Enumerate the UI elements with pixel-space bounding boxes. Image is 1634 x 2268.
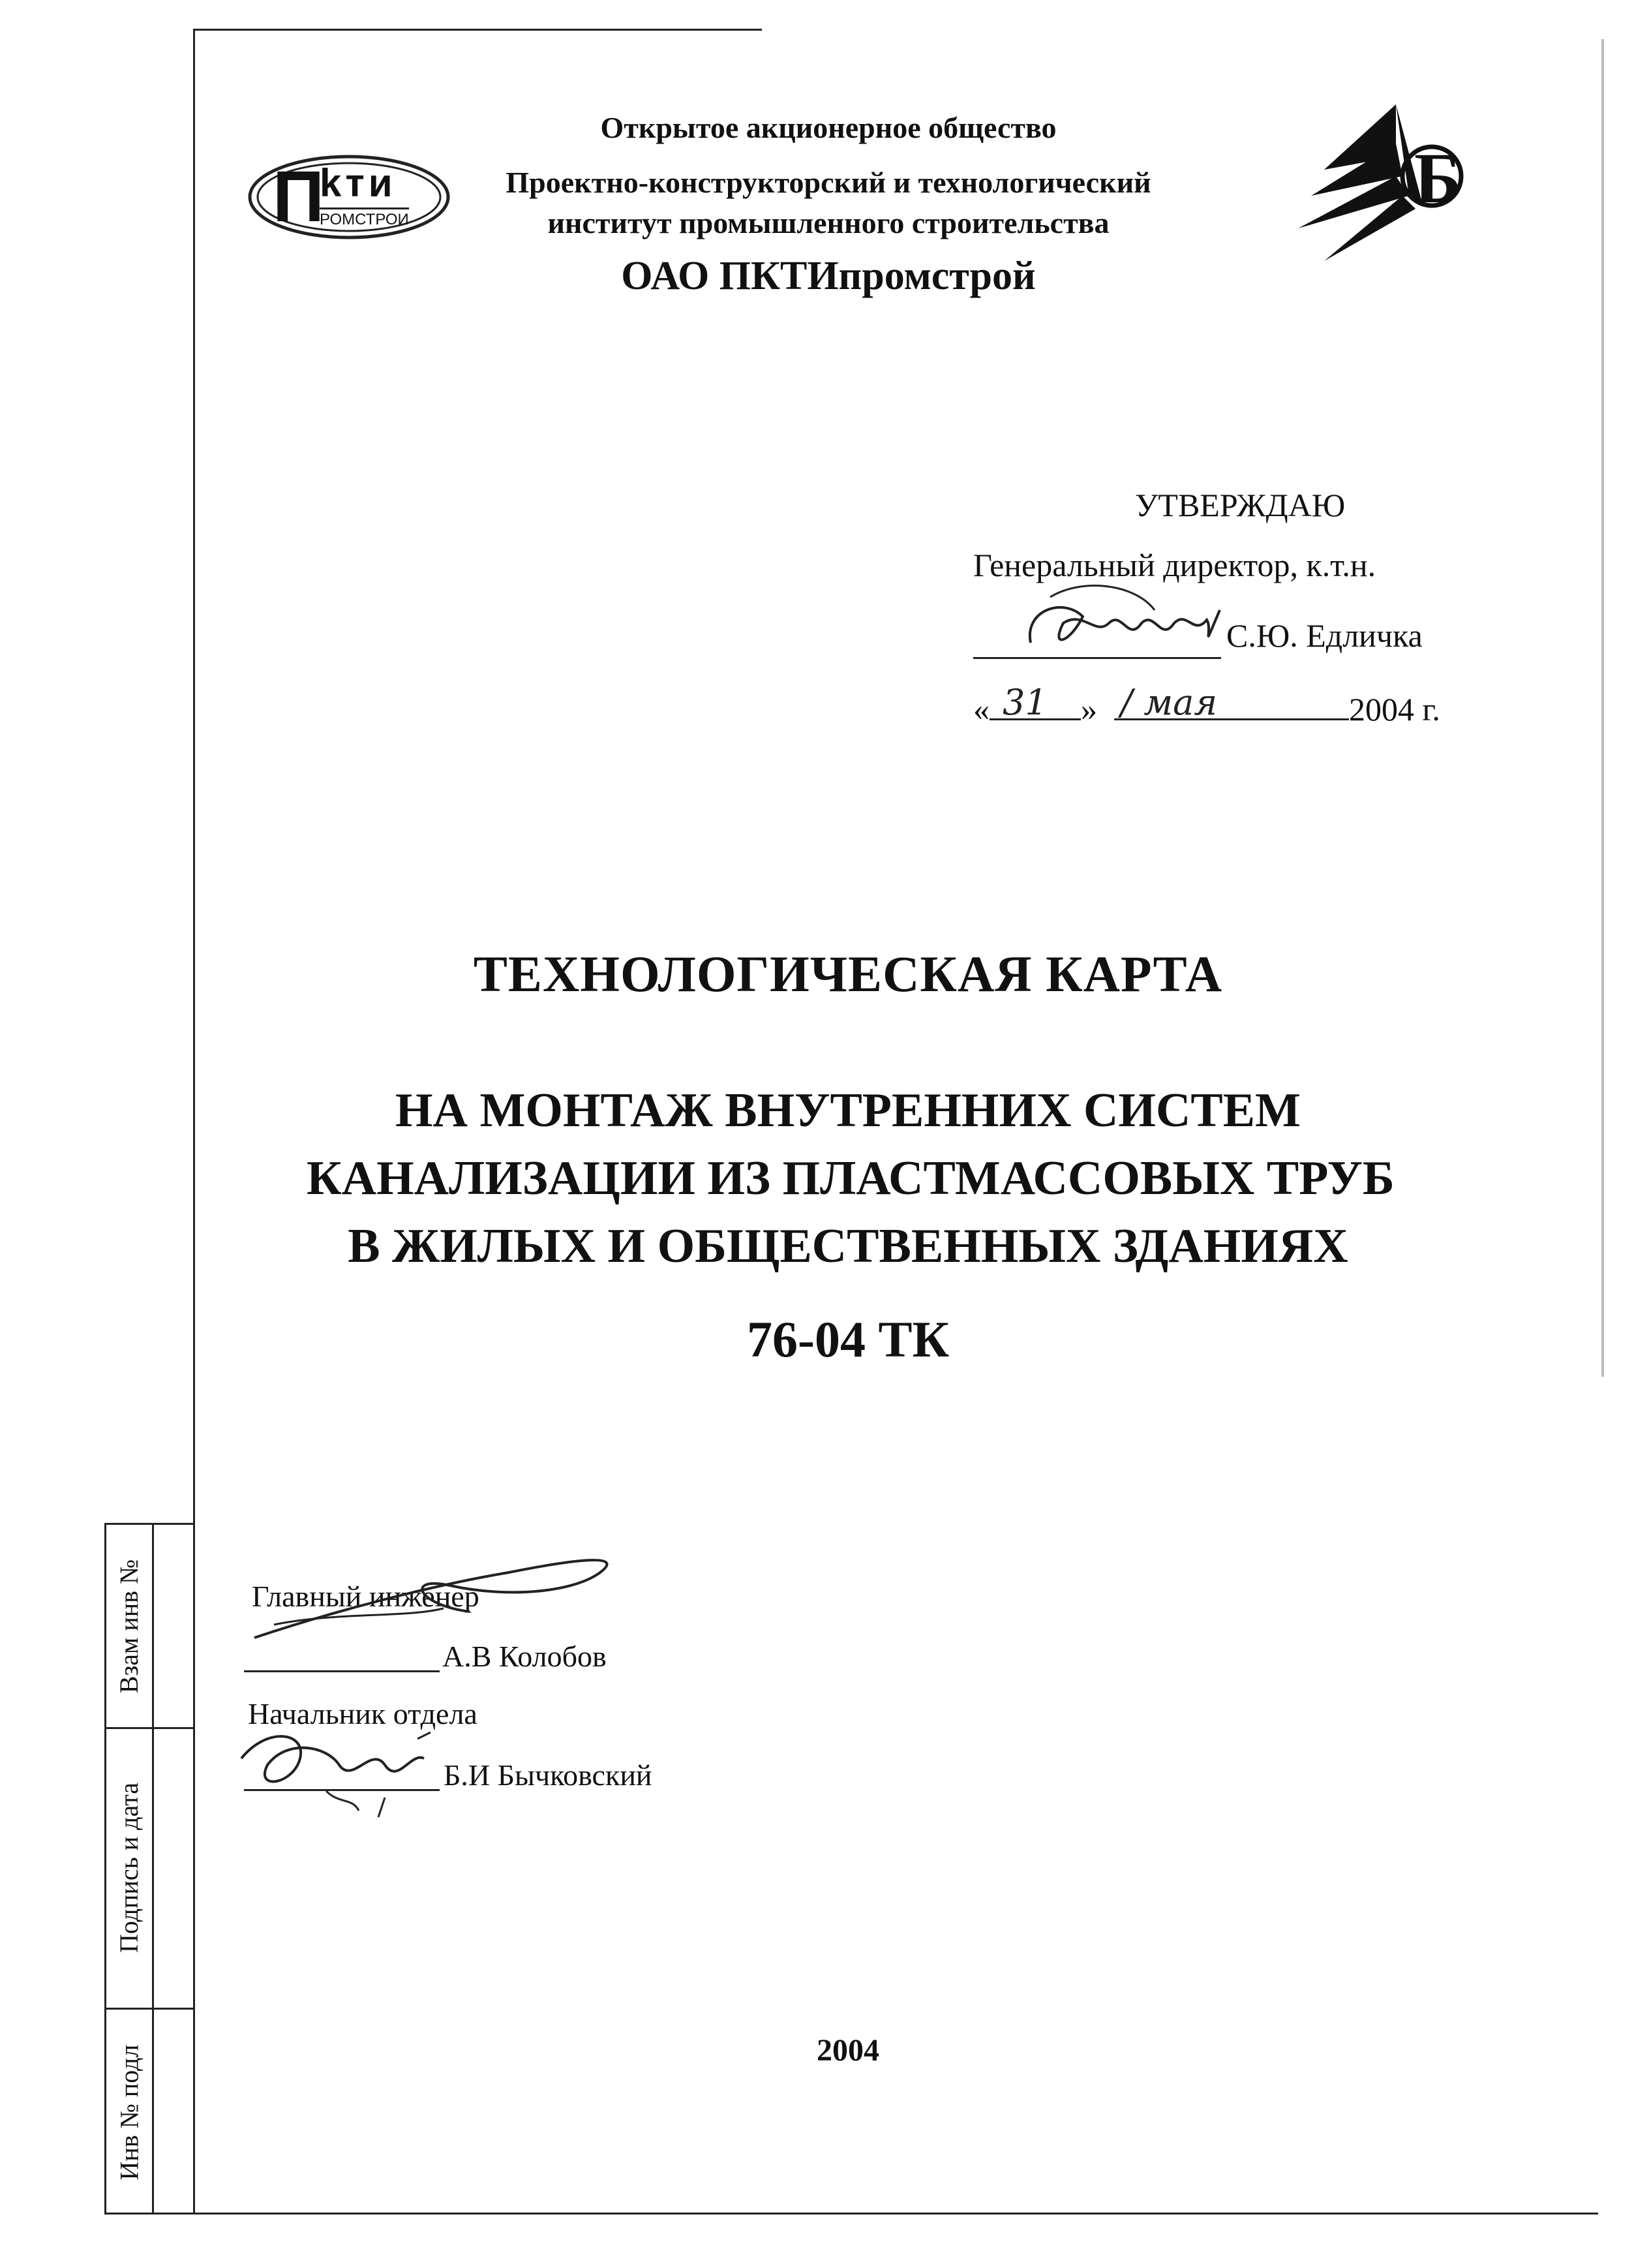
date-month: / мая (1121, 682, 1218, 723)
approver-signature-line (973, 657, 1221, 659)
date-month-field (1114, 682, 1349, 723)
page-frame-top (194, 29, 762, 31)
scan-edge-shadow (1601, 39, 1604, 1377)
logo-letter-p: П (273, 157, 325, 237)
document-subtitle (307, 1077, 1395, 1280)
date-day-field (990, 682, 1081, 723)
date-day: 31 (1003, 682, 1048, 723)
date-year: 2004 г. (1349, 691, 1440, 728)
document-code: 76-04 ТК (746, 1311, 950, 1368)
approver-name: С.Ю. Едличка (1226, 617, 1423, 654)
page-frame-left (193, 29, 195, 2214)
department-head-sign-line (244, 1789, 440, 1791)
stamp-field-signature-date (106, 1727, 152, 2008)
date-close-quote: » (1081, 691, 1097, 728)
stamp-label: Подпись и дата (114, 1782, 144, 1953)
chief-engineer-signature (235, 1546, 639, 1651)
subtitle-line-1: НА МОНТАЖ ВНУТРЕННИХ СИСТЕМ (395, 1084, 1301, 1137)
stamp-field-original-inv (106, 2008, 152, 2216)
side-stamp-table (104, 1523, 193, 2214)
approver-signature (1005, 571, 1239, 669)
department-head-signature (228, 1719, 463, 1824)
approval-title: УТВЕРЖДАЮ (1135, 487, 1346, 523)
department-head-role: Начальник отдела (248, 1697, 477, 1730)
document-year: 2004 (817, 2033, 879, 2068)
pkti-logo (247, 151, 452, 243)
approval-date (973, 682, 1440, 728)
stamp-field-replacement-inv (106, 1525, 152, 1727)
org-type: Открытое акционерное общество (600, 111, 1057, 144)
logo-text-top: kти (320, 161, 397, 205)
chief-engineer-role: Главный инженер (252, 1580, 479, 1613)
subtitle-line-3: В ЖИЛЫХ И ОБЩЕСТВЕННЫХ ЗДАНИЯХ (348, 1219, 1348, 1273)
org-short-name: ОАО ПКТИпромстрой (621, 254, 1036, 298)
date-month-text: мая (1143, 682, 1218, 723)
stamp-label: Инв № подл (114, 2044, 144, 2180)
star-emblem-logo (1298, 98, 1474, 268)
emblem-letter: Б (1414, 138, 1462, 218)
chief-engineer-name: А.В Колобов (442, 1640, 607, 1673)
org-name-line2: институт промышленного строительства (547, 206, 1110, 239)
org-name-line1: Проектно-конструкторский и технологический (506, 166, 1151, 199)
page-frame-bottom (104, 2213, 1598, 2214)
organization-header (457, 108, 1200, 303)
logo-text-bottom: РОМСТРОИ (320, 207, 409, 229)
document-title: ТЕХНОЛОГИЧЕСКАЯ КАРТА (473, 945, 1223, 1002)
subtitle-line-2: КАНАЛИЗАЦИИ ИЗ ПЛАСТМАССОВЫХ ТРУБ (307, 1152, 1395, 1205)
approver-role: Генеральный директор, к.т.н. (973, 547, 1376, 583)
date-open-quote: « (973, 691, 990, 728)
department-head-name: Б.И Бычковский (444, 1758, 652, 1792)
chief-engineer-sign-line (244, 1670, 440, 1672)
stamp-column-divider (152, 1525, 154, 2213)
stamp-label: Взам инв № (114, 1559, 144, 1693)
